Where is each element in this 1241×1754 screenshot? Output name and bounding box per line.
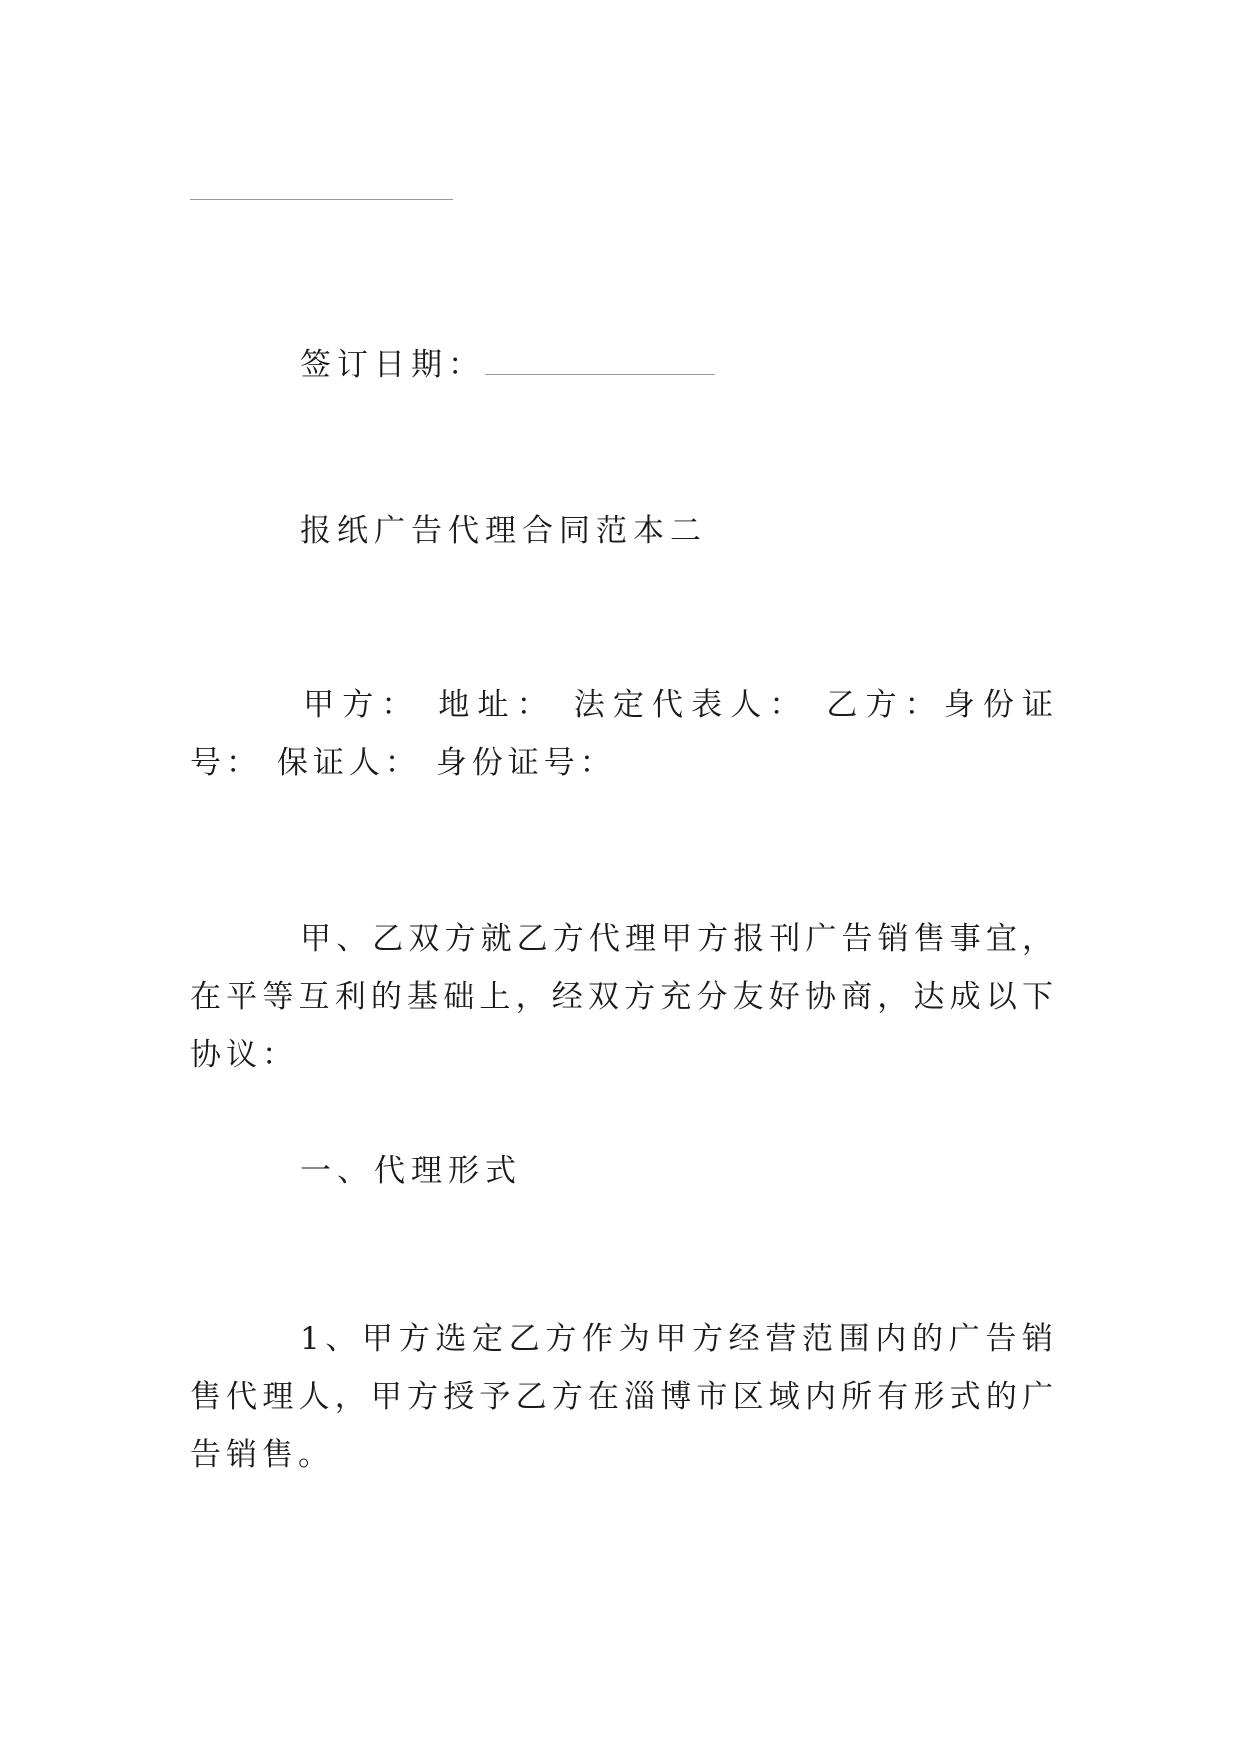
parties-paragraph bbox=[190, 676, 1058, 792]
sign-date-row bbox=[300, 336, 715, 394]
preamble-paragraph bbox=[190, 910, 1058, 1084]
parties-text: 甲方： 地址： 法定代表人： 乙方：身份证号： 保证人： 身份证号： bbox=[190, 687, 1058, 781]
sign-date-blank bbox=[485, 348, 715, 375]
preamble-text: 甲、乙双方就乙方代理甲方报刊广告销售事宜，在平等互利的基础上，经双方充分友好协商，达成以下协议： bbox=[190, 921, 1058, 1073]
clause-one-paragraph bbox=[190, 1310, 1058, 1484]
clause-one-text: 1、甲方选定乙方作为甲方经营范围内的广告销售代理人，甲方授予乙方在淄博市区域内所有形式的广告销售。 bbox=[190, 1321, 1058, 1473]
contract-title: 报纸广告代理合同范本二 bbox=[300, 513, 707, 549]
sign-date-label: 签订日期： bbox=[300, 347, 485, 383]
top-signature-line bbox=[190, 199, 453, 200]
section-one-heading: 一、代理形式 bbox=[300, 1153, 522, 1189]
